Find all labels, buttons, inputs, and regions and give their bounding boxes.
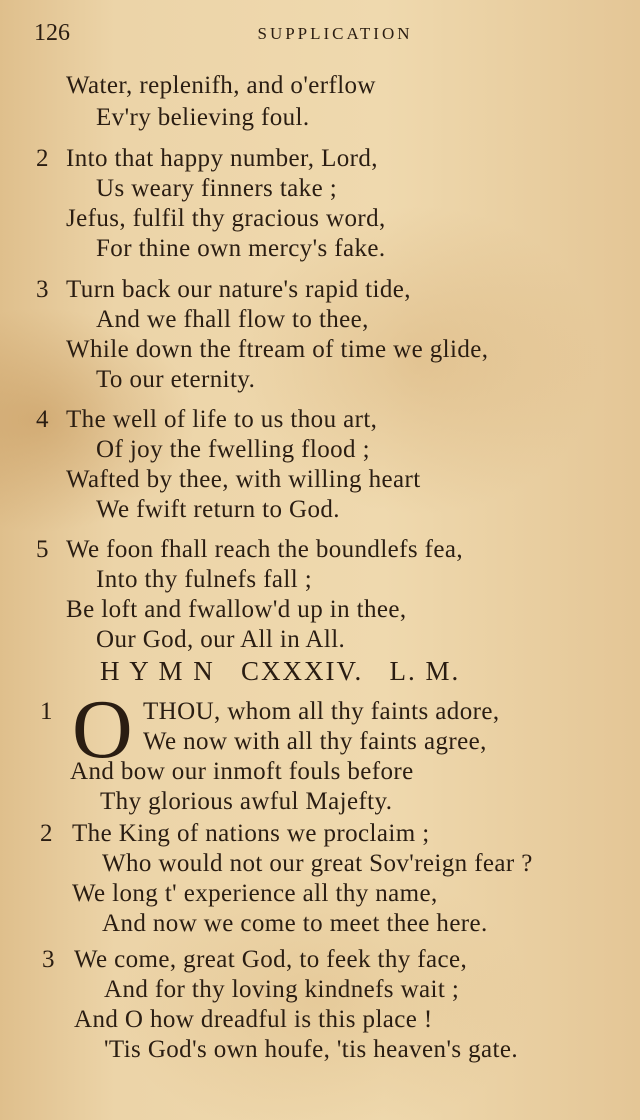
verse-line: We now with all thy faints agree, [143,728,487,755]
verse-line: Wafted by thee, with willing heart [66,466,421,493]
verse-line: Into that happy number, Lord, [66,145,378,172]
verse-line: The King of nations we proclaim ; [72,820,430,847]
stanza-number: 2 [36,145,49,172]
verse-line: Ev'ry believing foul. [96,104,310,131]
verse-line: THOU, whom all thy faints adore, [143,698,500,725]
verse-line: 'Tis God's own houfe, 'tis heaven's gate. [104,1036,519,1063]
verse-line: We fwift return to God. [96,496,340,523]
verse-line: And we fhall flow to thee, [96,306,369,333]
stanza-number: 5 [36,536,49,563]
hymn-title: H Y M N CXXXIV. L. M. [100,656,461,686]
verse-line: And now we come to meet thee here. [102,910,488,937]
verse-line: Thy glorious awful Majefty. [100,788,393,815]
verse-line: For thine own mercy's fake. [96,235,386,262]
page-number: 126 [34,20,70,46]
stanza-number: 3 [42,946,55,973]
verse-line: And bow our inmoft fouls before [70,758,414,785]
stanza-number: 1 [40,698,53,725]
verse-line: Into thy fulnefs fall ; [96,566,313,593]
verse-line: Jefus, fulfil thy gracious word, [66,205,386,232]
verse-line: We foon fhall reach the boundlefs fea, [66,536,464,563]
drop-cap: O [72,683,133,776]
verse-line: And for thy loving kindnefs wait ; [104,976,460,1003]
verse-line: Us weary finners take ; [96,175,338,202]
verse-line: The well of life to us thou art, [66,406,378,433]
verse-line: And O how dreadful is this place ! [74,1006,433,1033]
verse-line: While down the ftream of time we glide, [66,336,489,363]
verse-line: Be loft and fwallow'd up in thee, [66,596,407,623]
verse-line: To our eternity. [96,366,256,393]
stanza-number: 2 [40,820,53,847]
stanza-number: 4 [36,406,49,433]
stanza-number: 3 [36,276,49,303]
running-head: SUPPLICATION [257,24,413,43]
verse-line: Of joy the fwelling flood ; [96,436,370,463]
verse-line: We come, great God, to feek thy face, [74,946,468,973]
verse-line: Who would not our great Sov'reign fear ? [102,850,533,877]
page-header [34,20,606,50]
verse-line: Our God, our All in All. [96,626,346,653]
verse-line: We long t' experience all thy name, [72,880,438,907]
verse-line: Water, replenifh, and o'erflow [66,72,376,99]
verse-line: Turn back our nature's rapid tide, [66,276,411,303]
